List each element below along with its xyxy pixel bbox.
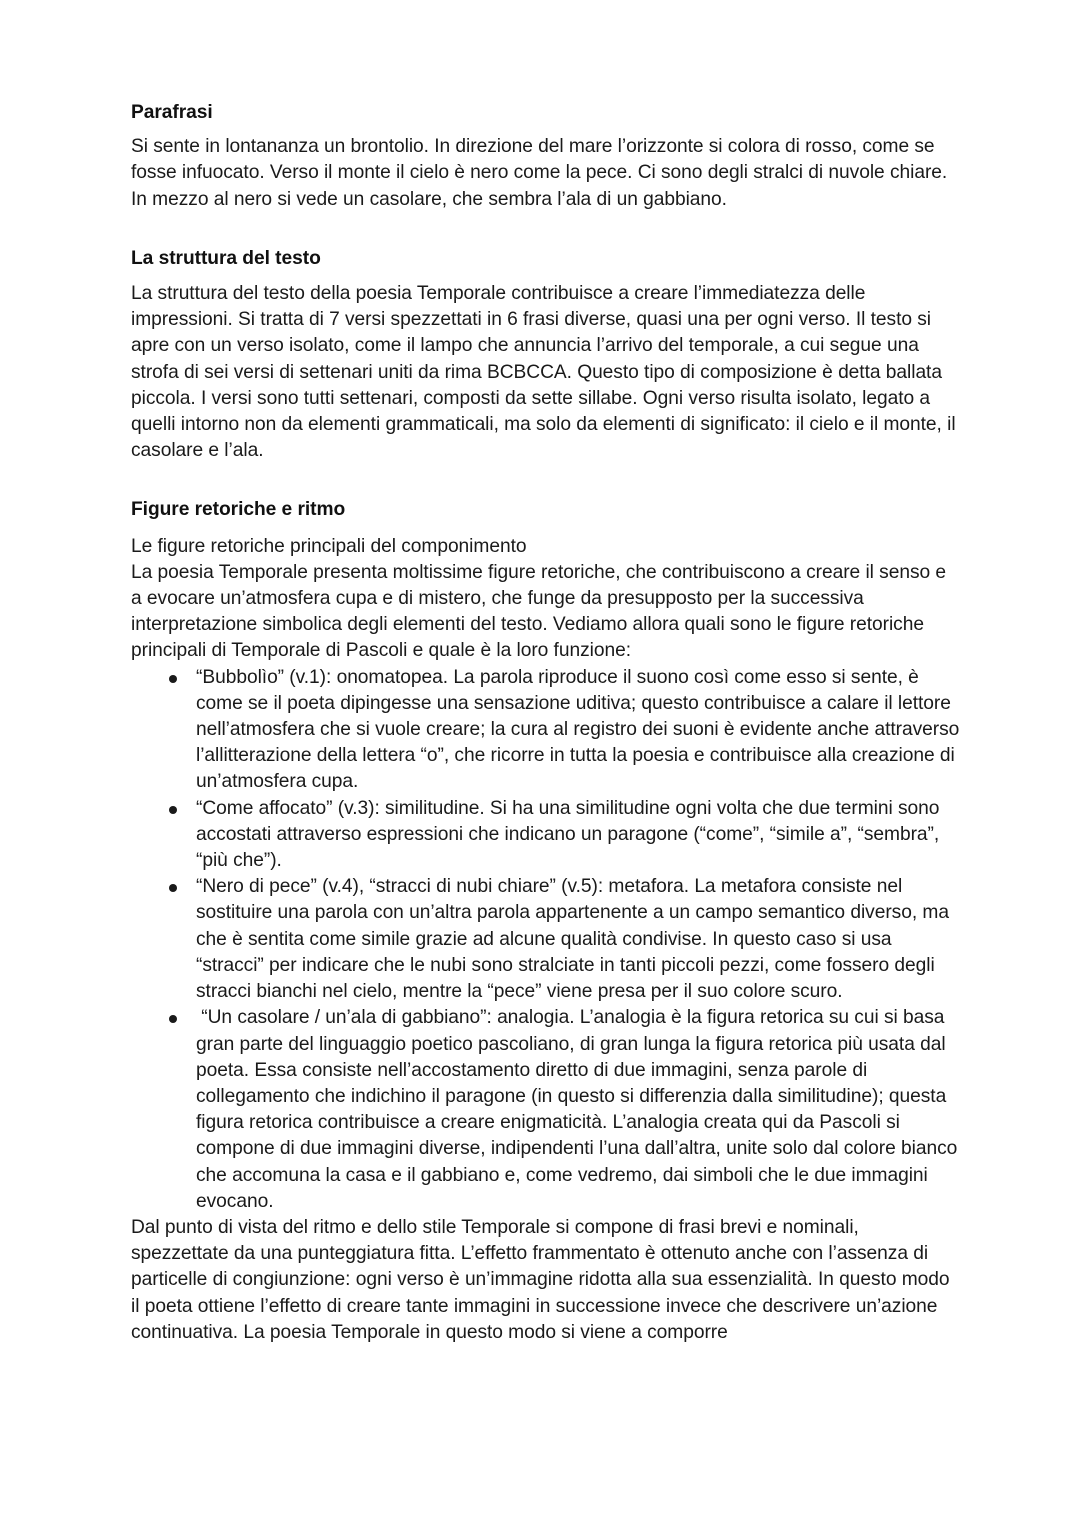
bullet-icon — [169, 1015, 177, 1023]
list-item — [131, 665, 961, 796]
bullet-icon — [169, 884, 177, 892]
figure-list — [131, 665, 961, 1215]
bullet-icon — [169, 675, 177, 683]
list-item-text: “Un casolare / un’ala di gabbiano”: analogia. L’analogia è la figura retorica su cui si basa gran parte del linguaggio poetico pascoliano, di gran lunga la figura retorica più usata dal poeta. Essa consiste nell’accostamento diretto di due immagini, senza parole di collegamento che indichino il paragone (in questo si differenzia dalla similitudine); questa figura retorica contribuisce a creare enigmaticità. L’analogia creata qui da Pascoli si compone di due immagini diverse, indipendenti l’una dall’altra, unite solo dal colore bianco che accomuna la casa e il gabbiano e, come vedremo, dai simboli che le due immagini evocano. — [196, 1007, 963, 1212]
list-item — [131, 874, 961, 1005]
list-item — [131, 1005, 961, 1215]
document-page — [131, 100, 961, 1346]
list-item-text: “Bubbolìo” (v.1): onomatopea. La parola riproduce il suono così come esso si sente, è come se il poeta dipingesse una sensazione uditiva; questo contribuisce a calare il lettore nell’atmosfera che si vuole creare; la cura al registro dei suoni è evidente anche attraverso l’allitterazione della lettera “o”, che ricorre in tutta la poesia e contribuisce alla creazione di un’atmosfera cupa. — [196, 666, 960, 793]
subtitle-figure: Le figure retoriche principali del componimento — [131, 535, 527, 557]
list-item — [131, 796, 961, 875]
paragraph-figure-closing: Dal punto di vista del ritmo e dello stile Temporale si compone di frasi brevi e nominali, spezzettate da una punteggiatura fitta. L’effetto frammentato è ottenuto anche con l’assenza di particelle di congiunzione: ogni verso è un’immagine ridotta alla sua essenzialità. In questo modo il poeta ottiene l’effetto di creare tante immagini in successione invece che descrivere un’azione continuativa. La poesia Temporale in questo modo si viene a comporre — [131, 1216, 950, 1343]
paragraph-struttura: La struttura del testo della poesia Temporale contribuisce a creare l’immediatezza delle impressioni. Si tratta di 7 versi spezzettati in 6 frasi diverse, quasi una per ogni verso. Il testo si apre con un verso isolato, come il lampo che annuncia l’arrivo del temporale, a cui segue una strofa di sei versi di settenari uniti da rima BCBCCA. Questo tipo di composizione è detta ballata piccola. I versi sono tutti settenari, composti da sette sillabe. Ogni verso risulta isolato, legato a quelli intorno non da elementi grammaticali, ma solo da elementi di significato: il cielo e il monte, il casolare e l’ala. — [131, 283, 956, 462]
paragraph-parafrasi: Si sente in lontananza un brontolio. In direzione del mare l’orizzonte si colora di rosso, come se fosse infuocato. Verso il monte il cielo è nero come la pece. Ci sono degli stralci di nuvole chiare. In mezzo al nero si vede un casolare, che sembra l’ala di un gabbiano. — [131, 136, 948, 210]
list-item-text: “Nero di pece” (v.4), “stracci di nubi chiare” (v.5): metafora. La metafora consiste nel sostituire una parola con un’altra parola appartenente a un campo semantico diverso, ma che è sentita come simile grazie ad alcune qualità condivise. In questo caso si usa “stracci” per indicare che le nubi sono stralciate in tanti piccoli pezzi, come fossero degli stracci bianchi nel cielo, mentre la “pece” viene presa per il suo colore scuro. — [196, 876, 949, 1003]
section-title-struttura: La struttura del testo — [131, 247, 321, 269]
paragraph-figure-intro: La poesia Temporale presenta moltissime figure retoriche, che contribuiscono a creare il senso e a evocare un’atmosfera cupa e di mistero, che funge da presupposto per la successiva interpretazione simbolica degli elementi del testo. Vediamo allora quali sono le figure retoriche principali di Temporale di Pascoli e quale è la loro funzione: — [131, 561, 947, 662]
section-title-parafrasi: Parafrasi — [131, 102, 213, 123]
bullet-icon — [169, 806, 177, 814]
list-item-text: “Come affocato” (v.3): similitudine. Si ha una similitudine ogni volta che due termini sono accostati attraverso espressioni che indicano un paragone (“come”, “simile a”, “sembra”, “più che”). — [196, 797, 940, 872]
section-title-figure: Figure retoriche e ritmo — [131, 499, 346, 521]
